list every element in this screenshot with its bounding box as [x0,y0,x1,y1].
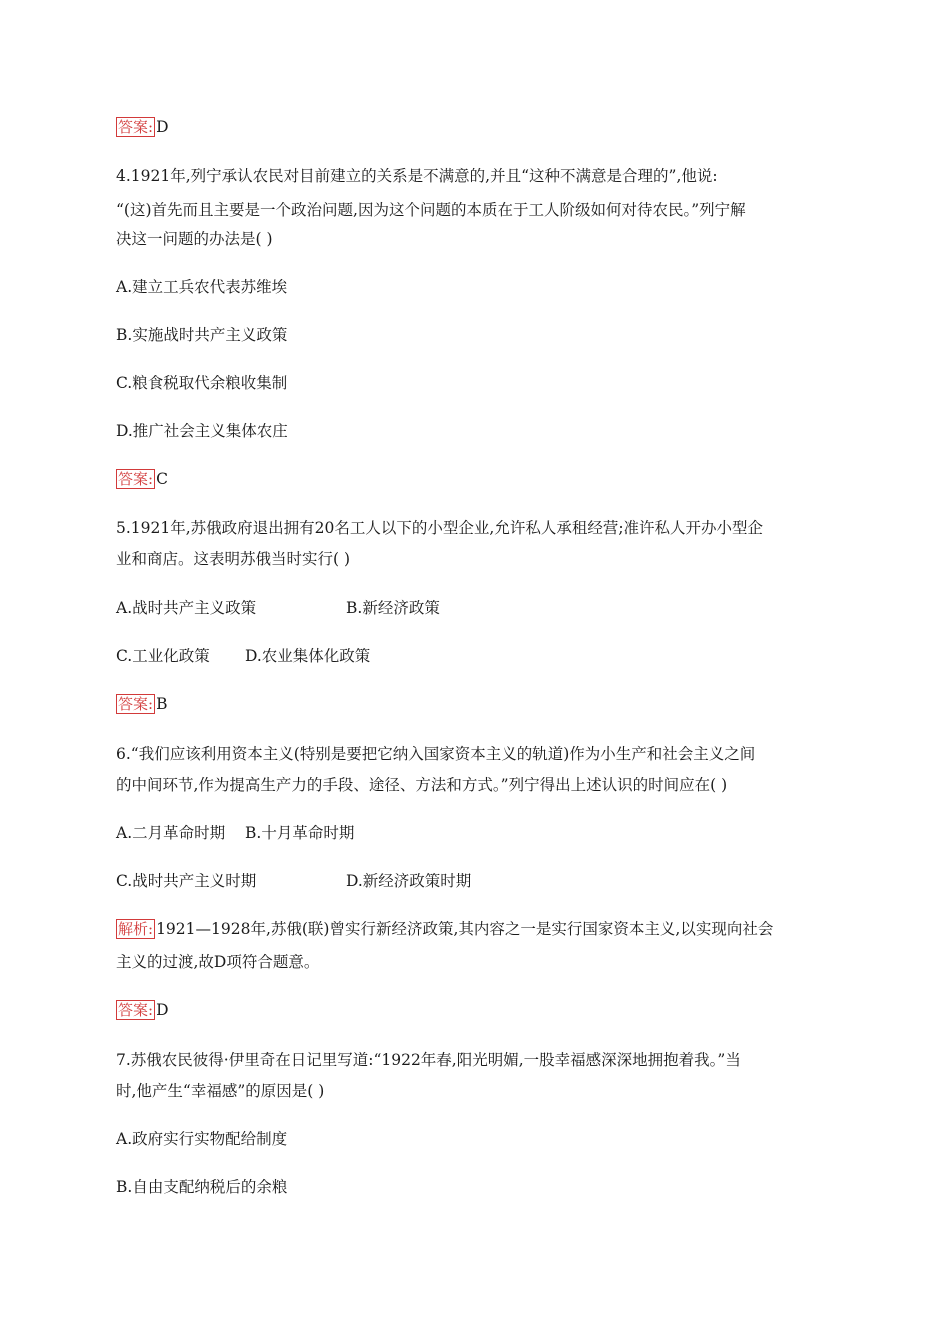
q6-analysis-line-2: 主义的过渡,故D项符合题意。 [116,953,320,971]
q7-option-a: A.政府实行实物配给制度 [116,1130,288,1148]
q5-option-c: C.工业化政策 [116,647,210,665]
q4-option-b: B.实施战时共产主义政策 [116,326,288,344]
q5-option-d: D.农业集体化政策 [245,647,371,665]
answer-tag: 答案: [118,118,154,136]
q7-stem-line-1: 7.苏俄农民彼得·伊里奇在日记里写道:“1922年春,阳光明媚,一股幸福感深深地拥抱着我。”当 [116,1051,741,1069]
q5-option-a: A.战时共产主义政策 [116,599,257,617]
analysis-tag: 解析: [118,920,154,938]
q6-stem-line-1: 6.“我们应该利用资本主义(特别是要把它纳入国家资本主义的轨道)作为小生产和社会主义之间 [116,745,756,763]
q5-stem-line-2: 业和商店。这表明苏俄当时实行( ) [116,550,351,568]
q4-stem-line-1: 4.1921年,列宁承认农民对目前建立的关系是不满意的,并且“这种不满意是合理的”,他说: [116,167,718,185]
q3-answer: D [156,118,169,136]
q7-stem-line-2: 时,他产生“幸福感”的原因是( ) [116,1082,325,1100]
q6-answer-row [116,1000,169,1020]
q4-stem-line-3: 决这一问题的办法是( ) [116,230,273,248]
q6-option-a: A.二月革命时期 [116,824,226,842]
q5-answer-row [116,694,167,714]
q7-option-b: B.自由支配纳税后的余粮 [116,1178,288,1196]
q6-analysis-line-1 [116,919,773,939]
q4-answer: C [156,470,168,488]
q6-option-b: B.十月革命时期 [245,824,355,842]
q6-answer: D [156,1001,169,1019]
q4-option-c: C.粮食税取代余粮收集制 [116,374,288,392]
q4-option-d: D.推广社会主义集体农庄 [116,422,288,440]
q4-answer-row [116,469,168,489]
q6-option-d: D.新经济政策时期 [346,872,472,890]
answer-tag: 答案: [118,470,154,488]
q6-stem-line-2: 的中间环节,作为提高生产力的手段、途径、方法和方式。”列宁得出上述认识的时间应在( ) [116,776,728,794]
q6-option-c: C.战时共产主义时期 [116,872,257,890]
answer-tag: 答案: [118,1001,154,1019]
q4-option-a: A.建立工兵农代表苏维埃 [116,278,288,296]
q4-stem-line-2: “(这)首先而且主要是一个政治问题,因为这个问题的本质在于工人阶级如何对待农民。”列宁解 [116,201,746,219]
q5-option-b: B.新经济政策 [346,599,440,617]
q5-answer: B [156,695,168,713]
q6-analysis-text: 1921—1928年,苏俄(联)曾实行新经济政策,其内容之一是实行国家资本主义,以实现向社会 [156,920,774,938]
answer-tag: 答案: [118,695,154,713]
q3-answer-row [116,117,169,137]
q5-stem-line-1: 5.1921年,苏俄政府退出拥有20名工人以下的小型企业,允许私人承租经营;准许私人开办小型企 [116,519,764,537]
